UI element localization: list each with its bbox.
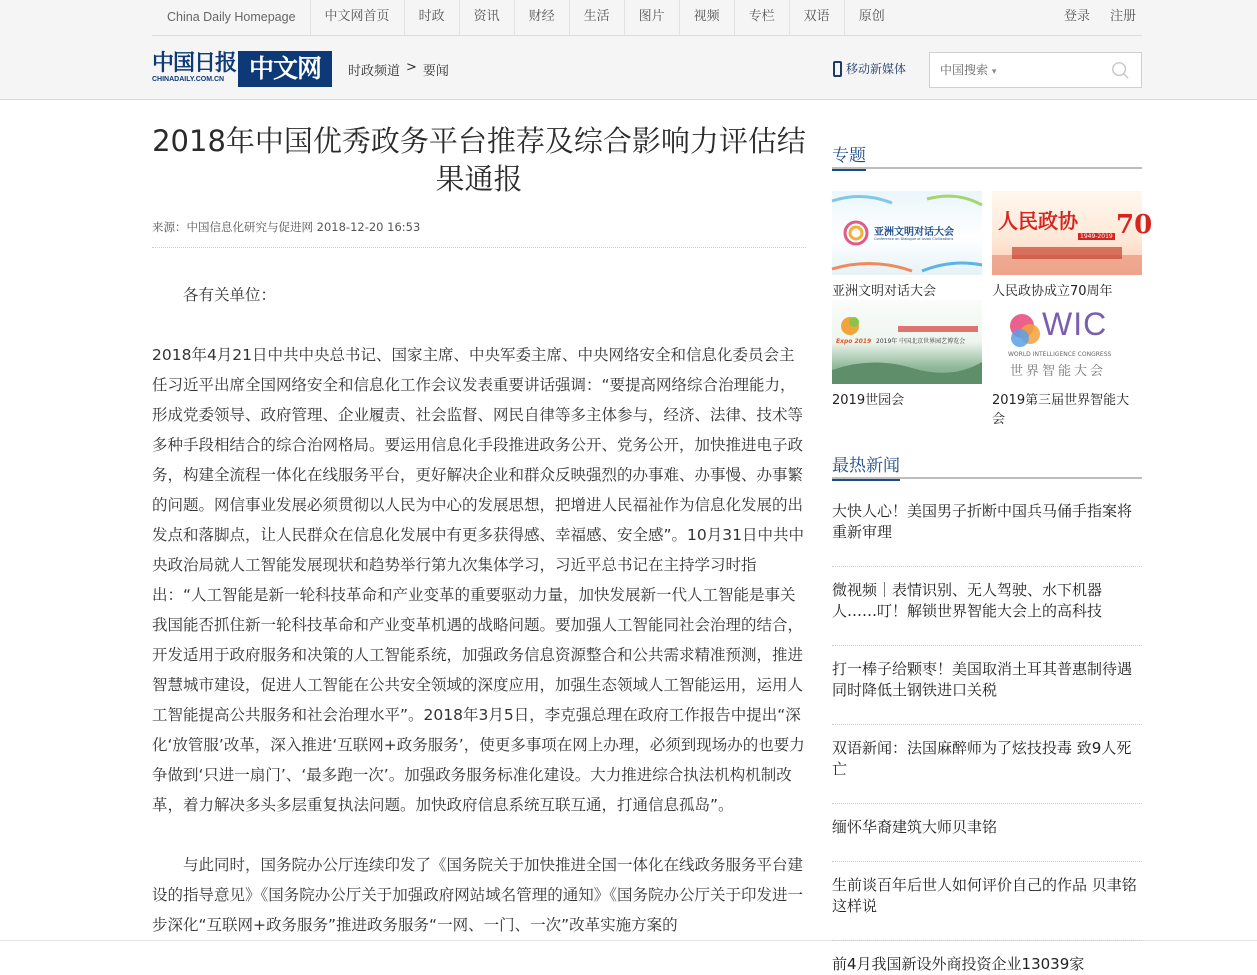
topic-image-asian-civilizations	[832, 191, 982, 275]
breadcrumb	[348, 60, 449, 79]
hot-news-item[interactable]: 生前谈百年后世人如何评价自己的作品 贝聿铭这样说	[832, 876, 1137, 915]
top-nav-menu	[152, 0, 899, 36]
hot-news-divider	[832, 566, 1142, 567]
login-link[interactable]: 登录	[1063, 9, 1090, 24]
topic-image-title: 人民政协	[998, 209, 1078, 233]
hot-news-item[interactable]: 双语新闻：法国麻醉师为了炫技投毒 致9人死亡	[832, 739, 1132, 778]
search-box	[929, 52, 1142, 88]
breadcrumb-headlines[interactable]: 要闻	[422, 64, 449, 79]
topic-tile[interactable]	[832, 300, 982, 410]
topic-image-title: 2019年 中国北京世界园艺博览会	[876, 338, 966, 345]
search-engine-label: 中国搜索	[940, 63, 989, 77]
topic-image-wic	[992, 300, 1142, 384]
logo-domain-text: CHINADAILY.COM.CN	[152, 76, 225, 83]
topic-tile[interactable]	[832, 191, 982, 301]
meta-divider	[152, 247, 806, 248]
nav-columns[interactable]: 专栏	[735, 0, 790, 36]
topic-image-title: 亚洲文明对话大会	[874, 227, 954, 238]
mobile-phone-icon	[833, 61, 842, 77]
register-link[interactable]: 注册	[1109, 9, 1136, 24]
topic-image-title: WIC	[1042, 306, 1108, 342]
topic-caption[interactable]: 2019第三届世界智能大会	[992, 393, 1130, 427]
article-salutation: 各有关单位：	[183, 286, 277, 304]
topic-tile[interactable]	[992, 300, 1142, 429]
breadcrumb-politics-channel[interactable]: 时政频道	[348, 64, 401, 79]
nav-chinese-homepage[interactable]: 中文网首页	[311, 0, 405, 36]
article-paragraph: 2018年4月21日中共中央总书记、国家主席、中央军委主席、中央网络安全和信息化委员会主任习近平出席全国网络安全和信息化工作会议发表重要讲话强调：“要提高网络综合治理能力，形成党委领导、政府管理、企业履责、社会监督、网民自律等多主体参与，经济、法律、技术等多种手段相结合的综合治网格局。要运用信息化手段推进政务公开、党务公开，加快推进电子政务，构建全流程一体化在线服务平台，更好解决企业和群众反映强烈的办事难、办事慢、办事繁的问题。网信事业发展必须贯彻以人民为中心的发展思想，把增进人民福祉作为信息化发展的出发点和落脚点，让人民群众在信息化发展中有更多获得感、幸福感、安全感”。10月31日中共中央政治局就人工智能发展现状和趋势举行第九次集体学习，习近平总书记在主持学习时指出：“人工智能是新一轮科技革命和产业变革的重要驱动力量，加快发展新一代人工智能是事关我国能否抓住新一轮科技革命和产业变革机遇的战略问题。要加强人工智能同社会治理的结合，开发适用于政府服务和决策的人工智能系统，加强政务信息资源整合和公共需求精准预测，推进智慧城市建设，促进人工智能在公共安全领域的深度应用，加强生态领域人工智能运用，运用人工智能提高公共服务和社会治理水平”。2018年3月5日，李克强总理在政府工作报告中提出“深化‘放管服’改革，深入推进‘互联网+政务服务’，使更多事项在网上办理，必须到现场办的也要力争做到‘只进一扇门’、‘最多跑一次’。加强政务服务标准化建设。大力推进综合执法机构机制改革，着力解决多头多层重复执法问题。加快政府信息系统互联互通，打通信息孤岛”。	[152, 346, 805, 814]
nav-politics[interactable]: 时政	[405, 0, 460, 36]
topic-image-subtitle: Expo 2019	[836, 338, 872, 345]
hot-news-divider	[832, 940, 1142, 941]
breadcrumb-separator: >	[406, 60, 417, 75]
topic-image-subtitle: Conference on Dialogue of Asian Civilizations	[874, 237, 954, 241]
topics-header	[832, 139, 1142, 169]
account-links	[1064, 0, 1136, 36]
hot-news-divider	[832, 803, 1142, 804]
logo-chinese-text: 中国日报	[152, 50, 237, 76]
hot-news-divider	[832, 861, 1142, 862]
nav-life[interactable]: 生活	[570, 0, 625, 36]
china-daily-logo[interactable]	[152, 51, 332, 87]
topic-image-cppcc-70	[992, 191, 1153, 275]
article-meta: 来源：中国信息化研究与促进网 2018-12-20 16:53	[152, 220, 421, 234]
topics-title: 专题	[832, 141, 866, 171]
topic-image-subtitle: WORLD INTELLIGENCE CONGRESS	[1008, 351, 1112, 358]
article-title: 2018年中国优秀政务平台推荐及综合影响力评估结果通报	[152, 124, 806, 196]
nav-finance[interactable]: 财经	[515, 0, 570, 36]
search-engine-select[interactable]	[940, 53, 996, 89]
mobile-media-label: 移动新媒体	[846, 62, 907, 76]
topic-caption[interactable]: 亚洲文明对话大会	[832, 284, 937, 299]
logo-zhongwenwang: 中文网	[238, 51, 332, 87]
top-navigation-bar	[0, 0, 1257, 36]
search-input[interactable]	[1006, 57, 1106, 83]
nav-video[interactable]: 视频	[680, 0, 735, 36]
nav-china-daily-homepage[interactable]: China Daily Homepage	[152, 0, 311, 36]
topic-caption[interactable]: 人民政协成立70周年	[992, 284, 1113, 299]
topic-image-subtitle-cn: 世界智能大会	[1010, 364, 1107, 379]
topic-caption[interactable]: 2019世园会	[832, 393, 905, 408]
nav-bilingual[interactable]: 双语	[790, 0, 845, 36]
mobile-media-link[interactable]	[833, 60, 906, 77]
topic-image-subtitle: 1949-2019	[1080, 233, 1113, 240]
paragraph-gap	[152, 820, 806, 850]
hot-news-title: 最热新闻	[832, 451, 900, 481]
article-paragraph: 与此同时，国务院办公厅连续印发了《国务院关于加快推进全国一体化在线政务服务平台建设的指导意见》《国务院办公厅关于加强政府网站域名管理的通知》《国务院办公厅关于印发进一步深化“互联网+政务服务”推进政务服务“一网、一门、一次”改革实施方案的	[152, 856, 804, 934]
nav-original[interactable]: 原创	[858, 9, 885, 24]
hot-news-divider	[832, 724, 1142, 725]
hot-news-item[interactable]: 缅怀华裔建筑大师贝聿铭	[832, 818, 998, 836]
nav-pictures[interactable]: 图片	[625, 0, 680, 36]
paragraph-gap	[152, 310, 806, 340]
topic-image-expo-2019	[832, 300, 982, 384]
hot-news-header	[832, 449, 1142, 479]
chevron-down-icon: ▾	[991, 67, 997, 77]
svg-text:70: 70	[1116, 210, 1153, 240]
site-header	[0, 36, 1257, 100]
hot-news-divider	[832, 645, 1142, 646]
hot-news-item[interactable]: 打一棒子给颗枣！美国取消土耳其普惠制待遇 同时降低土钢铁进口关税	[832, 660, 1133, 699]
search-icon[interactable]	[1111, 61, 1129, 79]
topic-tile[interactable]	[992, 191, 1153, 301]
nav-news[interactable]: 资讯	[460, 0, 515, 36]
hot-news-item[interactable]: 微视频｜表情识别、无人驾驶、水下机器人……叮！解锁世界智能大会上的高科技	[832, 581, 1103, 620]
article-body	[152, 280, 806, 940]
hot-news-item[interactable]: 大快人心！美国男子折断中国兵马俑手指案将重新审理	[832, 502, 1133, 541]
logo-chinese-mark	[152, 51, 238, 87]
hot-news-item[interactable]: 前4月我国新设外商投资企业13039家	[832, 955, 1085, 973]
